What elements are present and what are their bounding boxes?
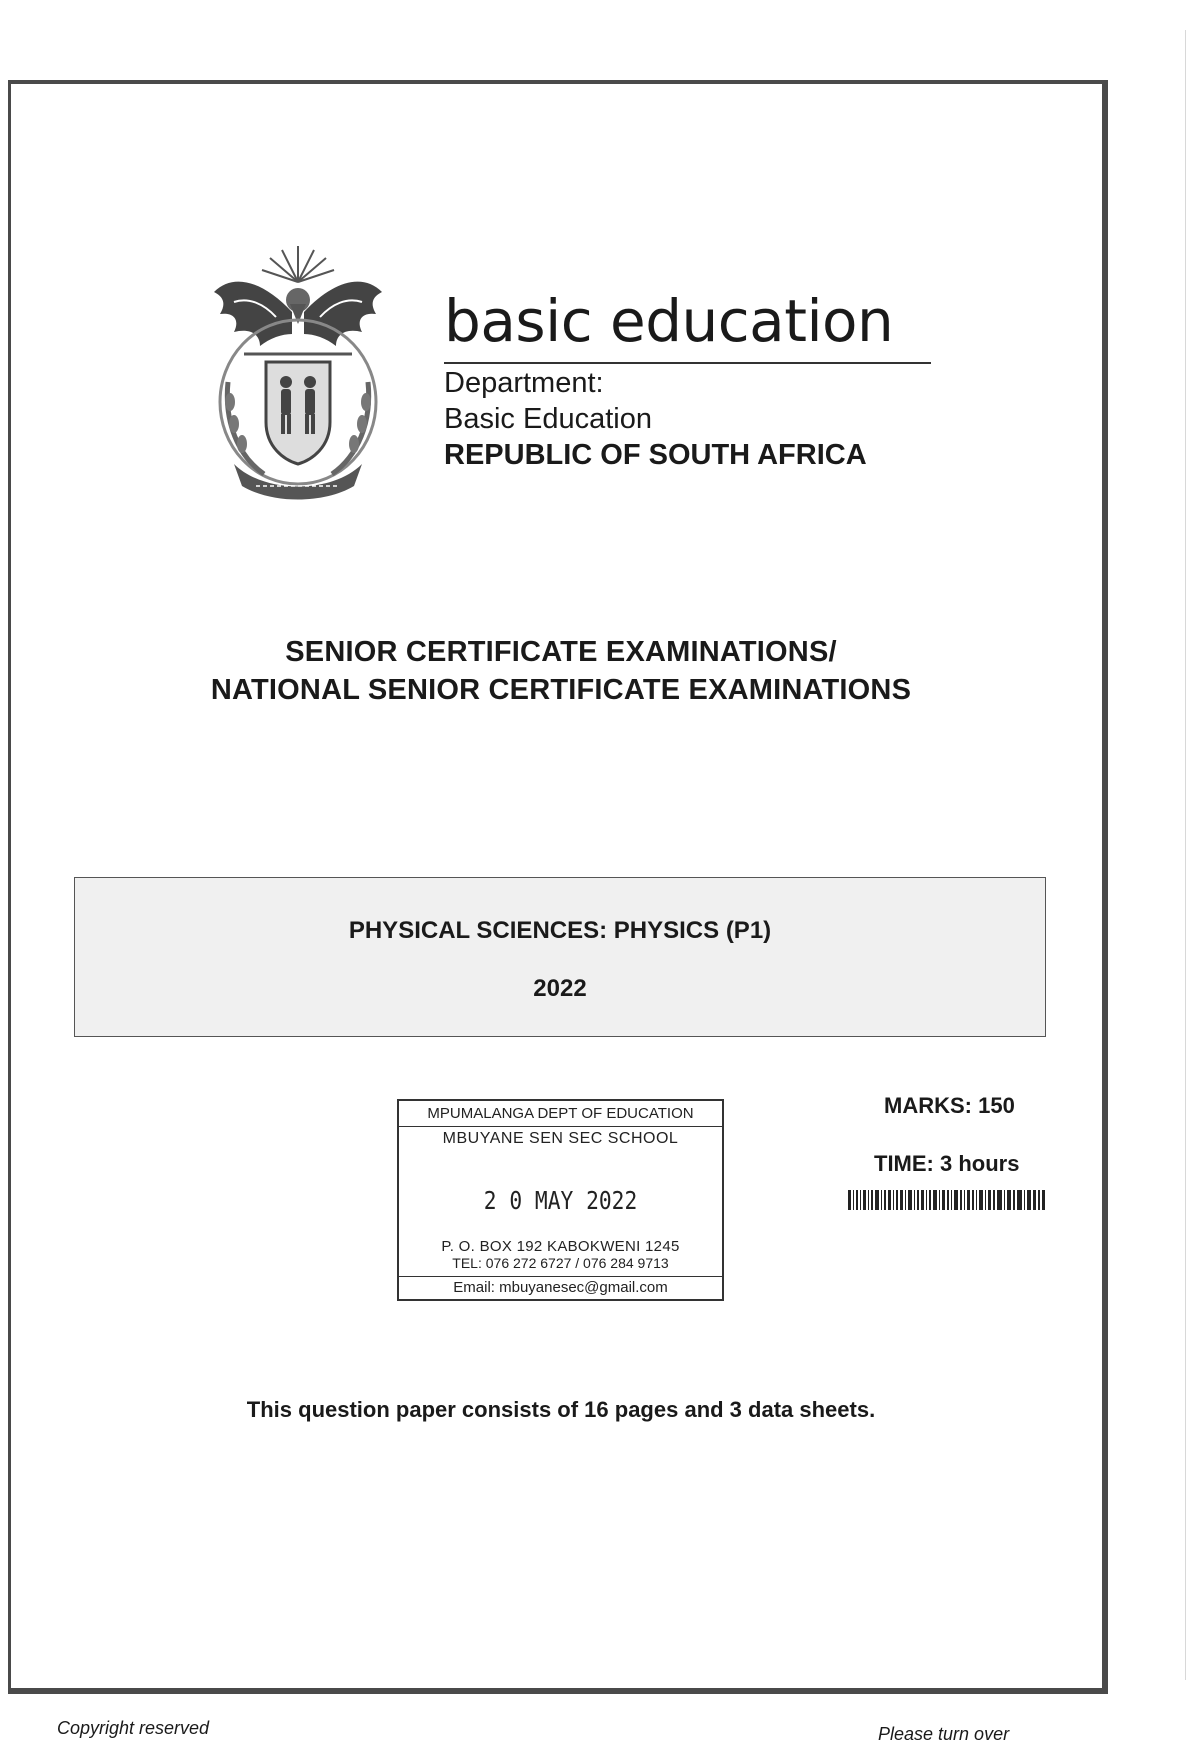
page-frame — [8, 80, 1108, 1744]
stamp-department: MPUMALANGA DEPT OF EDUCATION — [427, 1105, 694, 1122]
time-allowed: TIME: 3 hours — [874, 1151, 1020, 1176]
school-stamp — [397, 1099, 724, 1301]
stamp-telephone: TEL: 076 272 6727 / 076 284 9713 — [452, 1255, 669, 1271]
marks-total: MARKS: 150 — [884, 1093, 1015, 1118]
coat-of-arms-icon — [204, 242, 392, 502]
subject-box — [74, 877, 1046, 1037]
subject-year: 2022 — [533, 975, 587, 1002]
brand-title: basic education — [444, 287, 894, 355]
copyright-footer: Copyright reserved — [57, 1718, 210, 1738]
country-name: REPUBLIC OF SOUTH AFRICA — [444, 439, 867, 471]
scan-edge-line — [1185, 30, 1186, 1680]
stamp-divider — [399, 1126, 722, 1127]
stamp-divider — [399, 1276, 722, 1277]
subject-title: PHYSICAL SCIENCES: PHYSICS (P1) — [348, 917, 772, 944]
stamp-date: 2 0 MAY 2022 — [483, 1186, 638, 1215]
stamp-school-name: MBUYANE SEN SEC SCHOOL — [442, 1130, 679, 1147]
exam-title-line-2: NATIONAL SENIOR CERTIFICATE EXAMINATIONS — [210, 674, 912, 706]
exam-title-line-1: SENIOR CERTIFICATE EXAMINATIONS/ — [285, 636, 837, 668]
brand-underline — [444, 362, 931, 364]
pages-note: This question paper consists of 16 pages and 3 data sheets. — [246, 1397, 876, 1422]
stamp-email: Email: mbuyanesec@gmail.com — [453, 1279, 668, 1296]
department-name: Basic Education — [444, 403, 652, 435]
barcode-icon — [848, 1190, 1045, 1210]
stamp-address: P. O. BOX 192 KABOKWENI 1245 — [441, 1238, 680, 1255]
turn-over-footer: Please turn over — [878, 1724, 1010, 1744]
department-label: Department: — [444, 367, 604, 399]
